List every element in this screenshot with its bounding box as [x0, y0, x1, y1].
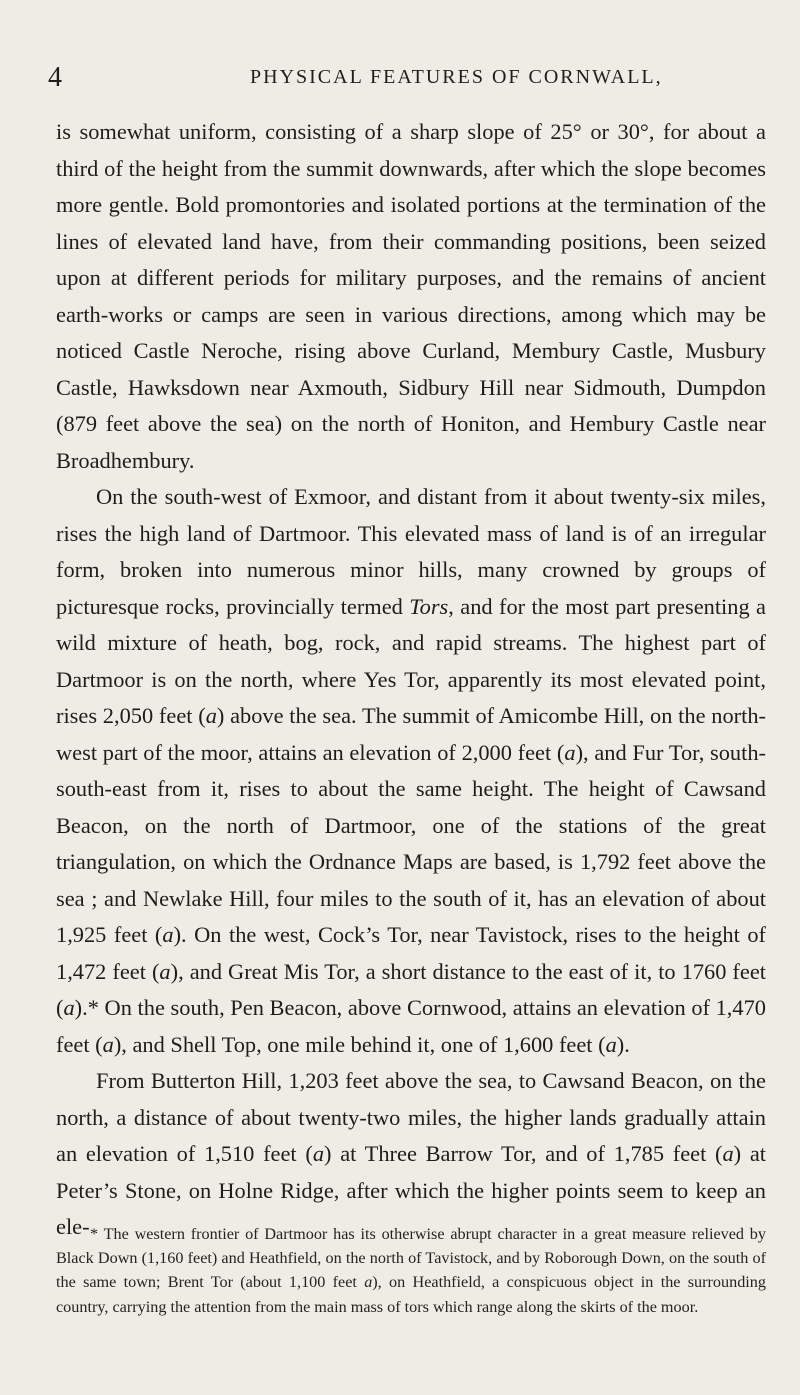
authority-mark: a	[605, 1031, 617, 1057]
paragraph-dartmoor	[56, 479, 766, 1063]
paragraph-text: On the south-west of Exmoor, and distant from it about twenty-six miles, rises the high land of Dartmoor. This elevated mass of land is of an irregular form, broken into numerous minor hills, many crowned by groups of picturesque rocks, provincially termed	[56, 484, 766, 619]
footnote-text: * The western frontier of Dartmoor has its otherwise abrupt character in a great measure relieved by Black Down (1,160 feet) and Heathfield, on the north of Tavistock, and by Roborough Down, on the south of the same town; Brent Tor (about 1,100 feet	[56, 1225, 766, 1292]
authority-mark: a	[312, 1141, 325, 1166]
paragraph-text: ), and Fur Tor, south-south-east from it, rises to about the same height. The height of Cawsand Beacon, on the north of Dartmoor, one of the stations of the great triangulation, on which the Ordnance Maps are based, is 1,792 feet above the sea ; and Newlake Hill, four miles to the south of it, has an elevation of about 1,925 feet (	[56, 739, 766, 947]
page-number: 4	[48, 62, 63, 93]
footnote	[56, 1222, 766, 1319]
paragraph-text: From Butterton Hill, 1,203 feet above the sea, to Cawsand Beacon, on the north, a distance of about twenty-two miles, the higher lands gradually attain an elevation of 1,510 feet (	[56, 1068, 766, 1166]
authority-mark: a	[159, 958, 171, 984]
authority-mark: a	[722, 1141, 734, 1166]
paragraph-text: , and for the most part presenting a wild mixture of heath, bog, rock, and rapid streams. The highest part of Dartmoor is on the north, where Yes Tor, apparently its most elevated point, rises 2,050 feet (	[56, 593, 766, 728]
running-title: PHYSICAL FEATURES OF CORNWALL,	[250, 66, 663, 88]
paragraph-text: ). On the west, Cock’s Tor, near Tavistock, rises to the height of 1,472 feet (	[56, 922, 766, 984]
paragraph-text: ), and Shell Top, one mile behind it, one of 1,600 feet (	[113, 1031, 606, 1057]
authority-mark: a	[102, 1031, 114, 1057]
authority-mark: a	[63, 995, 75, 1020]
main-text	[56, 114, 766, 1246]
paragraph-text: ) at Three Barrow Tor, and of 1,785 feet (	[324, 1141, 723, 1166]
italic-term-tors: Tors	[409, 593, 449, 619]
paragraph-text: ), and Great Mis Tor, a short distance to the east of it, to 1760 feet (	[56, 958, 766, 1020]
paragraph-text: ) at Peter’s Stone, on Holne Ridge, after which the higher points seem to keep an ele-	[56, 1141, 767, 1239]
paragraph-text: is somewhat uniform, consisting of a sharp slope of 25° or 30°, for about a third of the height from the summit downwards, after which the slope becomes more gentle. Bold promontories and isolated portions at the termination of the lines of elevated land have, from their commanding positions, been seized upon at different periods for military purposes, and the remains of ancient earth-works or camps are seen in various directions, among which may be noticed Castle Neroche, rising above Curland, Membury Castle, Musbury Castle, Hawksdown near Axmouth, Sidbury Hill near Sidmouth, Dumpdon (879 feet above the sea) on the north of Honiton, and Hembury Castle near Broadhembury.	[56, 119, 766, 473]
authority-mark: a	[205, 703, 217, 728]
paragraph-text: ).	[616, 1031, 630, 1057]
paragraph-continuation	[56, 114, 766, 479]
footnote-text: ), on Heathfield, a conspicuous object in the surrounding country, carrying the attention from the main mass of tors which range along the skirts of the moor.	[56, 1273, 766, 1316]
authority-mark: a	[364, 1273, 373, 1292]
paragraph-text: ) above the sea. The summit of Amicombe Hill, on the north-west part of the moor, attains an elevation of 2,000 feet (	[56, 703, 766, 765]
paragraph-text: ).* On the south, Pen Beacon, above Cornwood, attains an elevation of 1,470 feet (	[56, 995, 766, 1057]
paragraph-butterton-hill	[56, 1063, 766, 1246]
authority-mark: a	[162, 922, 174, 947]
authority-mark: a	[564, 739, 576, 765]
